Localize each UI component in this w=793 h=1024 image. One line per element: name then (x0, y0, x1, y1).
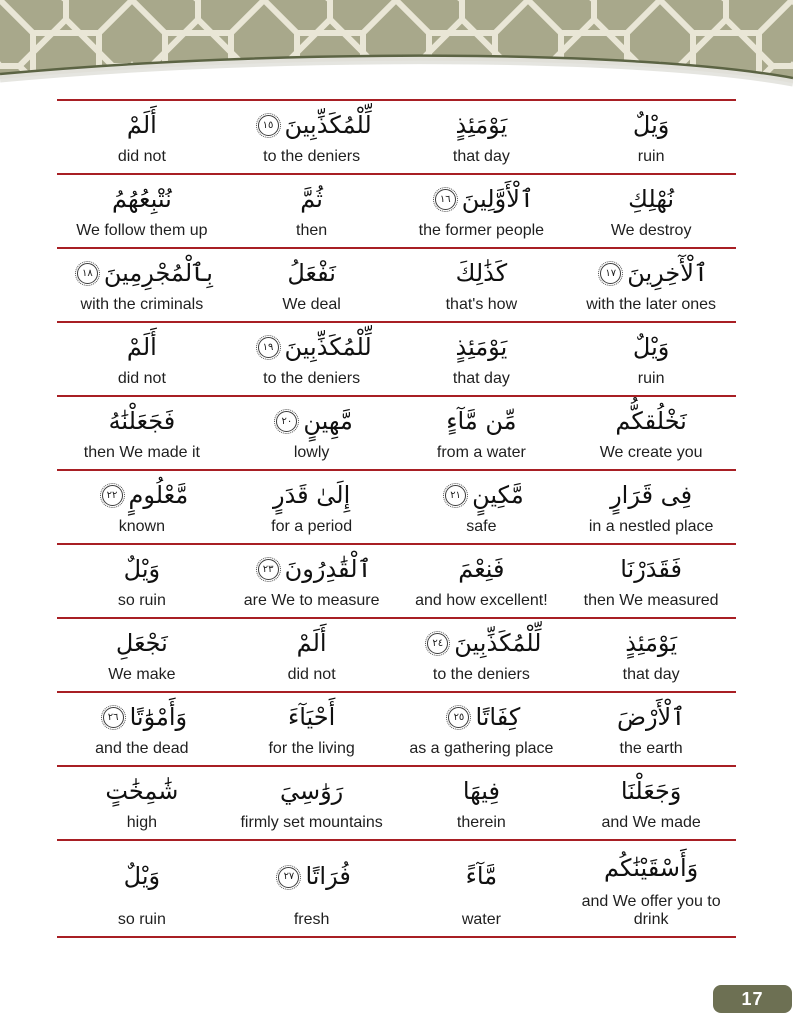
english-translation: with the criminals (80, 296, 204, 314)
arabic-word: يَوْمَئِذٍ (455, 332, 508, 361)
arabic-word: بِٱلْمُجْرِمِينَ ١٨ (71, 249, 213, 294)
ayah-number-medallion: ٢٠ (276, 411, 297, 432)
word-row (57, 321, 736, 395)
word-cell (566, 101, 736, 173)
arabic-word: رَوَٰسِيَ (279, 776, 344, 805)
word-cell (566, 323, 736, 395)
english-translation: the earth (619, 740, 683, 758)
word-row (57, 617, 736, 691)
word-cell (566, 397, 736, 469)
word-cell (566, 841, 736, 936)
page-number-badge (713, 985, 792, 1013)
word-cell (227, 101, 397, 173)
english-translation: water (461, 911, 501, 929)
arabic-word: أَلَمْ (126, 332, 157, 361)
arabic-word: نَخْلُقكُّم (615, 406, 687, 435)
word-cell (397, 619, 567, 691)
word-cell (227, 471, 397, 543)
ayah-number-medallion: ٢٥ (448, 707, 469, 728)
word-cell (227, 323, 397, 395)
word-cell (397, 545, 567, 617)
word-cell (227, 767, 397, 839)
english-translation: that's how (445, 296, 518, 314)
arabic-word: نَفْعَلُ (287, 258, 336, 287)
arabic-word: أَحْيَآءَ (287, 702, 336, 731)
english-translation: and We offer you to drink (581, 893, 721, 929)
arabic-word: نَجْعَلِ (115, 628, 168, 657)
arabic-word: فُرَاتًا ٢٧ (272, 841, 350, 909)
word-cell (57, 693, 227, 765)
word-cell (227, 841, 397, 936)
english-translation: then (296, 222, 328, 240)
word-cell (566, 693, 736, 765)
ayah-number-medallion: ٢٢ (102, 485, 123, 506)
word-cell (397, 841, 567, 936)
word-cell (566, 249, 736, 321)
arabic-word: مِّن مَّآءٍ (446, 406, 517, 435)
arabic-word: نُتْبِعُهُمُ (111, 184, 172, 213)
english-translation: and We made (601, 814, 701, 832)
word-cell (566, 471, 736, 543)
word-cell (397, 249, 567, 321)
ayah-number-medallion: ٢١ (445, 485, 466, 506)
english-translation: for the living (268, 740, 355, 758)
english-translation: so ruin (117, 911, 166, 929)
arabic-word: لِّلْمُكَذِّبِينَ ١٩ (252, 323, 372, 368)
arabic-word: ٱلْقَٰدِرُونَ ٢٣ (252, 545, 372, 590)
word-grid (57, 99, 736, 938)
english-translation: that day (622, 666, 680, 684)
word-cell (227, 175, 397, 247)
word-cell (57, 323, 227, 395)
word-row (57, 173, 736, 247)
english-translation: ruin (637, 148, 665, 166)
arabic-word: كَذَٰلِكَ (455, 258, 508, 287)
english-translation: did not (287, 666, 336, 684)
word-cell (227, 397, 397, 469)
ayah-number-medallion: ١٩ (258, 337, 279, 358)
word-row (57, 691, 736, 765)
arabic-word: كِفَاتًا ٢٥ (442, 693, 520, 738)
word-row (57, 765, 736, 839)
english-translation: with the later ones (586, 296, 717, 314)
word-cell (397, 471, 567, 543)
word-cell (57, 619, 227, 691)
ayah-number-medallion: ١٨ (77, 263, 98, 284)
english-translation: and the dead (95, 740, 189, 758)
arabic-word: فِى قَرَارٍ (610, 480, 693, 509)
english-translation: therein (456, 814, 506, 832)
word-cell (566, 545, 736, 617)
ayah-number-medallion: ١٧ (600, 263, 621, 284)
arabic-word: مَّآءً (465, 862, 498, 891)
english-translation: safe (466, 518, 497, 536)
word-cell (566, 175, 736, 247)
arabic-word: يَوْمَئِذٍ (455, 110, 508, 139)
english-translation: then We made it (83, 444, 200, 462)
word-row (57, 469, 736, 543)
header-ornament (0, 0, 793, 95)
arabic-word: إِلَىٰ قَدَرٍ (272, 480, 351, 509)
word-cell (227, 249, 397, 321)
arabic-word: وَيْلٌ (123, 862, 161, 891)
word-cell (397, 175, 567, 247)
english-translation: that day (452, 370, 510, 388)
word-cell (397, 397, 567, 469)
arabic-word: شَٰمِخَٰتٍ (105, 776, 179, 805)
arabic-word: لِّلْمُكَذِّبِينَ ٢٤ (421, 619, 541, 664)
ayah-number-medallion: ٢٤ (427, 633, 448, 654)
arabic-word: ٱلْأَوَّلِينَ ١٦ (429, 175, 534, 220)
word-cell (227, 545, 397, 617)
word-cell (397, 323, 567, 395)
page-number: 17 (741, 988, 764, 1009)
english-translation: We destroy (610, 222, 692, 240)
english-translation: We make (108, 666, 176, 684)
word-cell (57, 249, 227, 321)
word-row (57, 395, 736, 469)
arabic-word: وَجَعَلْنَا (620, 776, 682, 805)
english-translation: to the deniers (263, 148, 361, 166)
ayah-number-medallion: ٢٧ (278, 867, 299, 888)
arabic-word: وَيْلٌ (632, 332, 670, 361)
word-row (57, 543, 736, 617)
english-translation: firmly set mountains (240, 814, 383, 832)
english-translation: in a nestled place (588, 518, 714, 536)
english-translation: so ruin (117, 592, 166, 610)
word-cell (397, 101, 567, 173)
english-translation: that day (452, 148, 510, 166)
arabic-word: مَّعْلُومٍ ٢٢ (96, 471, 189, 516)
english-translation: are We to measure (243, 592, 380, 610)
english-translation: as a gathering place (409, 740, 554, 758)
english-translation: lowly (293, 444, 330, 462)
english-translation: from a water (436, 444, 526, 462)
word-cell (566, 767, 736, 839)
english-translation: then We measured (583, 592, 719, 610)
english-translation: ruin (637, 370, 665, 388)
english-translation: fresh (293, 911, 330, 929)
english-translation: to the deniers (432, 666, 530, 684)
arabic-word: فَقَدَرْنَا (620, 554, 683, 583)
word-cell (227, 693, 397, 765)
arabic-word: فِيهَا (462, 776, 500, 805)
word-cell (57, 397, 227, 469)
english-translation: and how excellent! (415, 592, 548, 610)
word-cell (57, 101, 227, 173)
arabic-word: نُهْلِكِ (628, 184, 675, 213)
english-translation: the former people (418, 222, 545, 240)
arabic-word: لِّلْمُكَذِّبِينَ ١٥ (252, 101, 372, 146)
word-row (57, 839, 736, 938)
ayah-number-medallion: ٢٣ (258, 559, 279, 580)
arabic-word: فَجَعَلْنَٰهُ (108, 406, 176, 435)
english-translation: high (126, 814, 157, 832)
arabic-word: فَنِعْمَ (458, 554, 505, 583)
word-cell (57, 767, 227, 839)
word-cell (397, 767, 567, 839)
islamic-geometric-pattern-icon (0, 0, 793, 95)
arabic-word: أَلَمْ (126, 110, 157, 139)
ayah-number-medallion: ١٦ (435, 189, 456, 210)
arabic-word: مَّكِينٍ ٢١ (439, 471, 524, 516)
english-translation: We follow them up (76, 222, 208, 240)
english-translation: did not (117, 370, 166, 388)
english-translation: did not (117, 148, 166, 166)
word-cell (57, 841, 227, 936)
word-cell (57, 471, 227, 543)
ayah-number-medallion: ٢٦ (103, 707, 124, 728)
word-cell (57, 545, 227, 617)
word-cell (227, 619, 397, 691)
arabic-word: مَّهِينٍ ٢٠ (270, 397, 352, 442)
word-cell (566, 619, 736, 691)
english-translation: known (118, 518, 165, 536)
arabic-word: وَأَسْقَيْنَٰكُم (604, 853, 699, 882)
word-cell (57, 175, 227, 247)
arabic-word: وَيْلٌ (123, 554, 161, 583)
arabic-word: وَأَمْوَٰتًا ٢٦ (97, 693, 188, 738)
english-translation: for a period (271, 518, 353, 536)
arabic-word: ٱلْأَرْضَ (616, 702, 686, 731)
arabic-word: يَوْمَئِذٍ (625, 628, 678, 657)
word-row (57, 99, 736, 173)
arabic-word: ٱلْأٓخِرِينَ ١٧ (594, 249, 708, 294)
word-row (57, 247, 736, 321)
arabic-word: ثُمَّ (300, 184, 323, 213)
english-translation: to the deniers (263, 370, 361, 388)
word-cell (397, 693, 567, 765)
arabic-word: أَلَمْ (296, 628, 327, 657)
arabic-word: وَيْلٌ (632, 110, 670, 139)
ayah-number-medallion: ١٥ (258, 115, 279, 136)
english-translation: We deal (282, 296, 341, 314)
english-translation: We create you (599, 444, 703, 462)
